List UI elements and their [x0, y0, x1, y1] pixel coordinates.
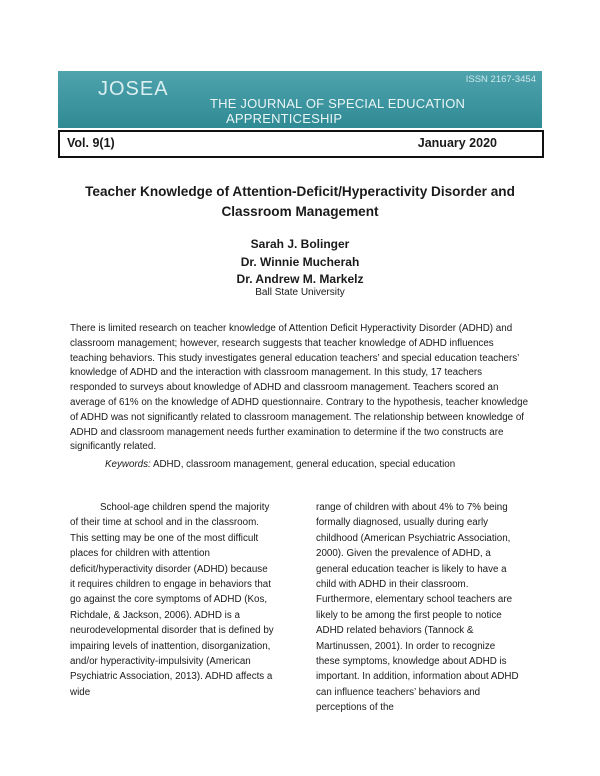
- author-name: Dr. Andrew M. Markelz: [236, 272, 364, 286]
- body-column-left: School-age children spend the majority of their time at school and in the classroom. This setting may be one of the most difficult places for children with attention deficit/hyperactivity disorder (ADHD) because it requires children to engage in behaviors that go against the core symptoms of ADHD (Kos, Richdale, & Jackson, 2006). ADHD is a neurodevelopmental disorder that is defined by impairing levels of inattention, disorganization, and/or hyperactivity-impulsivity (American Psychiatric Association, 2013). ADHD affects a wide: [70, 502, 274, 698]
- journal-banner: [58, 71, 542, 128]
- author-name: Sarah J. Bolinger: [250, 237, 350, 251]
- keywords-label: Keywords:: [105, 459, 151, 470]
- author-name: Dr. Winnie Mucherah: [240, 254, 360, 269]
- journal-name-line1: THE JOURNAL OF SPECIAL EDUCATION: [210, 96, 466, 111]
- volume-bar: [58, 130, 544, 158]
- keywords-list: ADHD, classroom management, general education, special education: [152, 459, 456, 470]
- author-list: [150, 236, 450, 289]
- abstract: There is limited research on teacher knowledge of Attention Deficit Hyperactivity Disorder (ADHD) and classroom management; however, research suggests that teacher knowledge of ADHD influences teaching behaviors. This study investigates general education teachers’ and special education teachers’ knowledge of ADHD and the interaction with classroom management. In this study, 17 teachers responded to surveys about knowledge of ADHD and classroom management. Teachers scored an average of 61% on the knowledge of ADHD questionnaire. Contrary to the hypothesis, teacher knowledge of ADHD was not significantly related to classroom management. The relationship between knowledge of ADHD and classroom management needs further examination to determine if the two constructs are significantly related.: [70, 323, 529, 453]
- article-title: Teacher Knowledge of Attention-Deficit/Hyperactivity Disorder and Classroom Management: [85, 184, 515, 219]
- affiliation: Ball State University: [255, 287, 345, 298]
- keywords: [105, 459, 525, 470]
- journal-name-line2: APPRENTICESHIP: [226, 111, 343, 126]
- volume-label: Vol. 9(1): [67, 136, 115, 150]
- journal-abbrev: JOSEA: [98, 78, 169, 100]
- body-column-right: range of children with about 4% to 7% being formally diagnosed, usually during early childhood (American Psychiatric Association, 2000). Given the prevalence of ADHD, a general education teacher is likely to have a child with ADHD in their classroom. Furthermore, elementary school teachers are likely to be among the first people to notice ADHD related behaviors (Tannock & Martinussen, 2001). In order to recognize these symptoms, knowledge about ADHD is important. In addition, information about ADHD can influence teachers’ behaviors and perceptions of the: [316, 502, 519, 714]
- issn: ISSN 2167-3454: [465, 74, 536, 85]
- issue-date: January 2020: [417, 136, 497, 150]
